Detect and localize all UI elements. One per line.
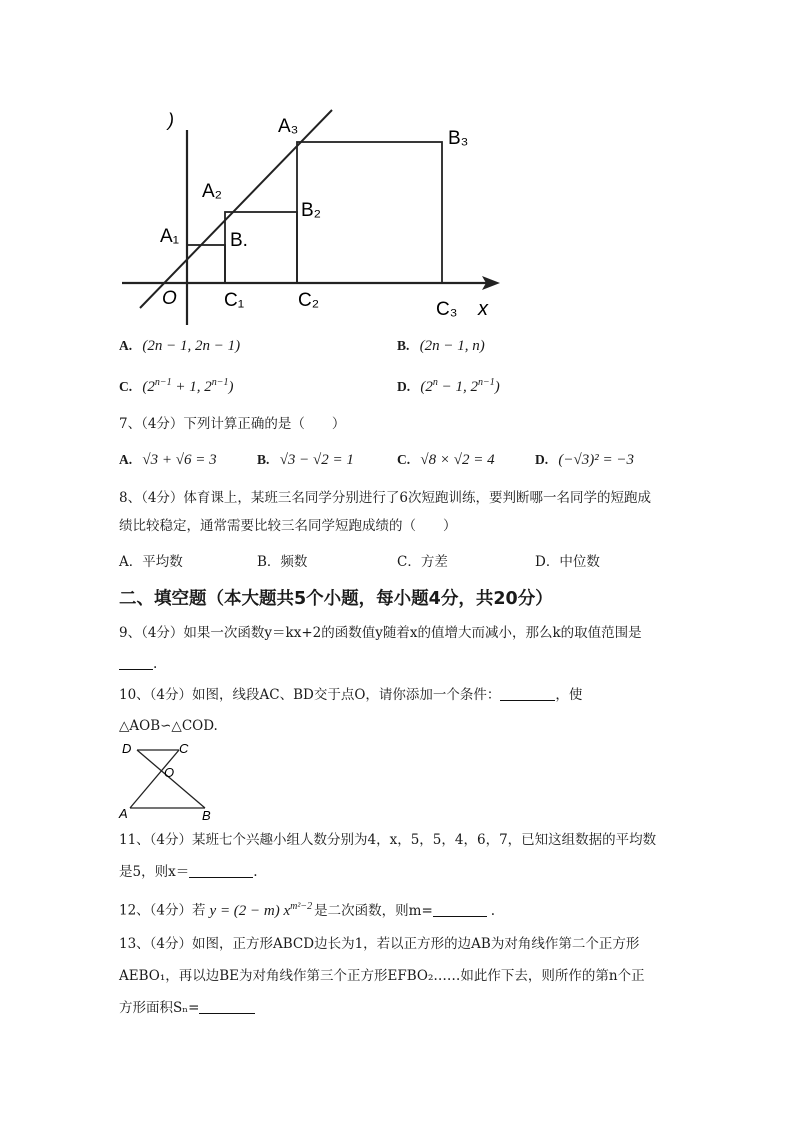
q7-option-a-text: √3 + √6 = 3 [142, 452, 217, 468]
q6-d-post: ) [494, 379, 500, 395]
q8-option-a: A．平均数 [119, 554, 183, 570]
label-d: D [122, 741, 132, 756]
q6-option-d [397, 377, 500, 396]
q7-option-a [119, 452, 217, 469]
label-b2: B₂ [301, 200, 322, 221]
q13-answer-blank[interactable] [199, 999, 255, 1014]
q7-option-d-text: (−√3)² = −3 [558, 452, 635, 468]
q11-line-2-post: . [253, 864, 258, 880]
q11-answer-blank[interactable] [189, 863, 253, 878]
x-axis-label: x [478, 298, 488, 320]
q6-option-d-letter: D. [397, 379, 411, 394]
q6-option-b-letter: B. [397, 338, 410, 353]
origin-label: O [162, 288, 177, 309]
q6-c-pre: (2 [142, 379, 155, 395]
q9-line-1: 9、（4分）如果一次函数y＝kx+2的函数值y随着x的值增大而减小，那么k的取值范围是 [119, 625, 642, 641]
q6-option-c [119, 377, 234, 396]
y-axis-label: ) [168, 110, 174, 130]
q8-line-1: 8、（4分）体育课上，某班三名同学分别进行了6次短跑训练，要判断哪一名同学的短跑成 [119, 490, 652, 506]
q6-option-a-text: (2n − 1, 2n − 1) [142, 338, 241, 354]
q6-d-sup2: n−1 [478, 377, 495, 388]
q6-option-c-letter: C. [119, 379, 133, 394]
q7-option-c-letter: C. [397, 452, 411, 467]
q11-line-2-pre: 是5，则x＝ [119, 864, 190, 880]
q6-c-mid: + 1, 2 [171, 379, 212, 395]
q8-option-d: D．中位数 [535, 554, 600, 570]
q6-option-c-formula [142, 379, 233, 395]
q6-d-pre: (2 [420, 379, 433, 395]
label-c2: C₂ [298, 290, 320, 311]
label-a: A [119, 806, 128, 821]
q13-line-3-text: 方形面积Sₙ= [119, 1000, 200, 1016]
q11-line-2 [119, 862, 258, 882]
q7-option-b-letter: B. [257, 452, 270, 467]
q13-line-2: AEBO₁，再以边BE为对角线作第三个正方形EFBO₂……如此作下去，则所作的第n个正 [119, 968, 645, 984]
label-a3: A₃ [278, 116, 299, 137]
label-b1: B. [230, 230, 248, 251]
label-c: C [179, 741, 189, 756]
q10-line-1-pre: 10、（4分）如图，线段AC、BD交于点O，请你添加一个条件： [119, 687, 501, 703]
q6-d-sup1: n [432, 377, 438, 388]
q7-option-b [257, 452, 354, 469]
q10-line-2: △AOB∽△COD. [119, 718, 218, 734]
q12-pre: 12、（4分）若 [119, 902, 206, 919]
q8-line-2: 绩比较稳定，通常需要比较三名同学短跑成绩的（ ） [119, 518, 457, 534]
q9-answer-blank[interactable] [119, 655, 153, 670]
label-b3: B₃ [448, 128, 469, 149]
q6-option-a [119, 338, 240, 355]
label-a2: A₂ [202, 181, 223, 202]
label-o: O [164, 765, 175, 780]
q8-option-b: B．频数 [257, 554, 308, 570]
q7-option-a-letter: A. [119, 452, 133, 467]
similar-triangles-figure [116, 738, 220, 822]
label-c1: C₁ [224, 290, 245, 311]
q7-option-c-text: √8 × √2 = 4 [420, 452, 495, 468]
label-c3: C₃ [436, 299, 458, 320]
q13-line-1: 13、（4分）如图，正方形ABCD边长为1，若以正方形的边AB为对角线作第二个正方形 [119, 936, 640, 952]
q6-option-b-text: (2n − 1, n) [419, 338, 485, 354]
q6-c-sup2: n−1 [211, 377, 229, 388]
square-1 [187, 245, 225, 283]
q7-option-d [535, 452, 634, 469]
q10-line-1 [119, 685, 582, 705]
q7-stem: 7、（4分）下列计算正确的是（ ） [119, 416, 346, 432]
q8-option-c: C．方差 [397, 554, 448, 570]
q6-c-post: ) [228, 379, 234, 395]
q9-line-2 [119, 654, 157, 674]
q12-exponent: m²−2 [290, 901, 313, 912]
q6-c-sup1: n−1 [154, 377, 172, 388]
q7-option-d-letter: D. [535, 452, 549, 467]
q6-option-d-formula [420, 379, 499, 395]
q12-answer-blank[interactable] [433, 902, 487, 917]
q9-line-2-end: . [153, 656, 158, 672]
q6-option-a-letter: A. [119, 338, 133, 353]
staircase-squares-figure [110, 100, 510, 335]
label-a1: A₁ [160, 226, 180, 247]
q6-d-mid: − 1, 2 [437, 379, 479, 395]
q7-option-c [397, 452, 495, 469]
q7-option-b-text: √3 − √2 = 1 [279, 452, 354, 468]
q13-line-3 [119, 998, 255, 1018]
q12-end: . [490, 902, 496, 919]
section-2-heading: 二、填空题（本大题共5个小题，每小题4分，共20分） [119, 589, 553, 609]
q11-line-1: 11、（4分）某班七个兴趣小组人数分别为4，x，5，5，4，6，7，已知这组数据的平均数 [119, 832, 657, 848]
q10-answer-blank[interactable] [500, 686, 555, 701]
q12-formula: y = (2 − m) x [209, 902, 291, 919]
q12-post: 是二次函数，则m= [314, 902, 433, 919]
q6-option-b [397, 338, 485, 355]
q10-line-1-post: ，使 [555, 687, 583, 703]
q12-line [119, 897, 495, 921]
label-b: B [202, 808, 211, 822]
